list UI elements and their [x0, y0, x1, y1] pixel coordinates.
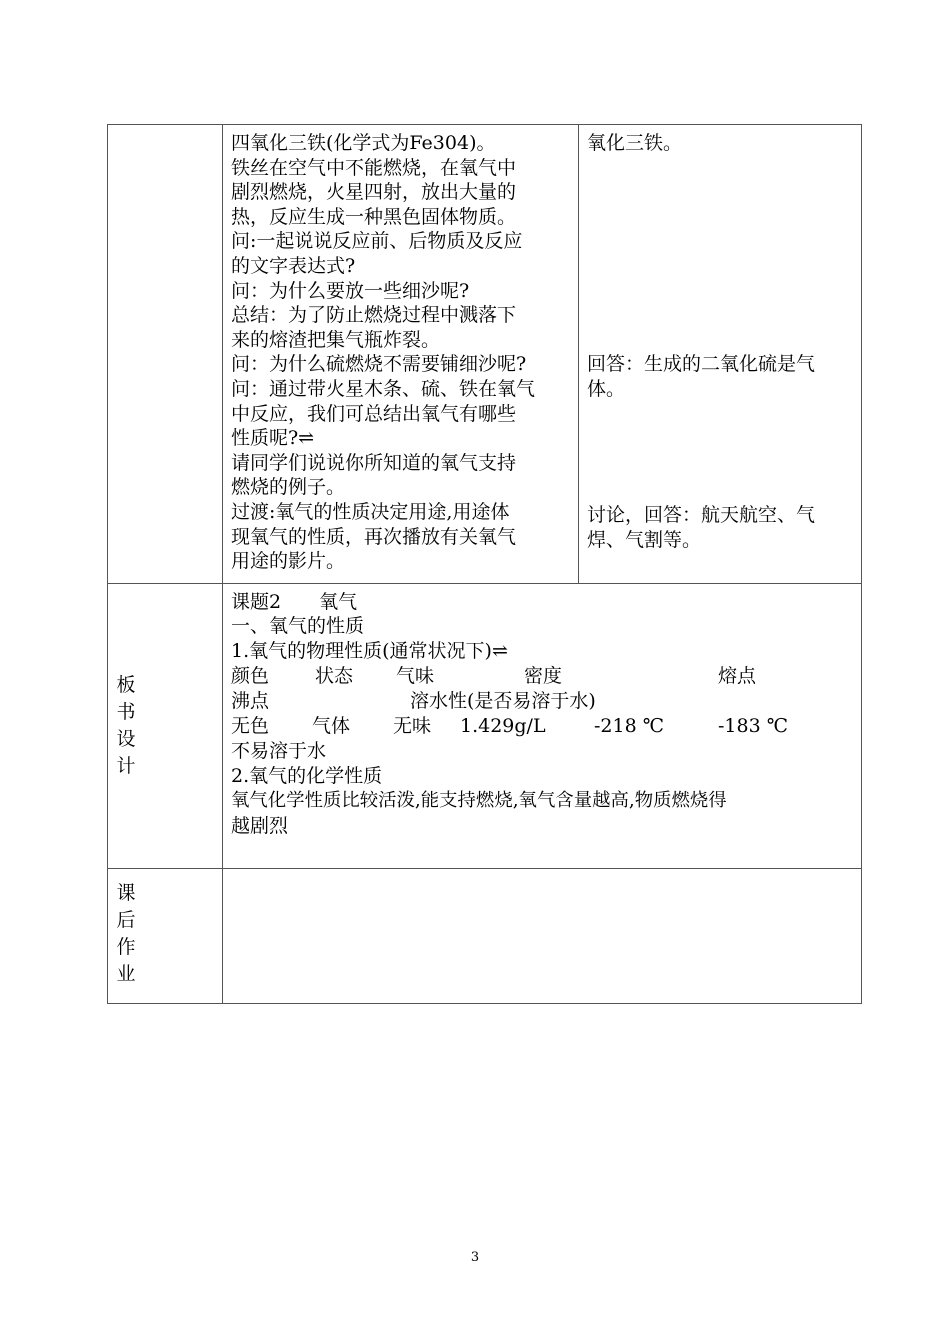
board-design-label [114, 672, 138, 780]
header-boiling: 沸点 [231, 690, 270, 712]
value-boiling: -183 ℃ [718, 715, 788, 737]
text-line: 中反应，我们可总结出氧气有哪些 [231, 402, 517, 425]
text-line: 用途的影片。 [231, 550, 346, 573]
label-char: 后 [116, 909, 136, 931]
header-color: 颜色 [231, 665, 270, 687]
text-line: 现氧气的性质，再次播放有关氧气 [231, 525, 517, 548]
label-char: 作 [116, 936, 136, 958]
label-char: 计 [116, 755, 136, 777]
label-char: 业 [116, 963, 136, 985]
table-divider [107, 868, 862, 869]
text-line: 焊、气割等。 [587, 528, 702, 551]
label-char: 设 [116, 728, 136, 750]
table-divider [578, 124, 579, 583]
chemical-heading: 2.氧气的化学性质 [231, 765, 383, 787]
student-answer-1 [587, 131, 682, 156]
header-smell: 气味 [396, 665, 435, 687]
table-divider [107, 583, 862, 584]
text-line: 来的熔渣把集气瓶炸裂。 [231, 328, 441, 351]
text-line: 体。 [587, 377, 626, 400]
text-line: 铁丝在空气中不能燃烧，在氧气中 [231, 156, 517, 179]
label-char: 书 [116, 701, 136, 723]
value-melting: -218 ℃ [594, 715, 664, 737]
text-line: 剧烈燃烧，火星四射，放出大量的 [231, 181, 517, 204]
text-line: 的文字表达式? [231, 254, 356, 277]
header-density: 密度 [524, 665, 563, 687]
student-answer-3 [587, 503, 815, 552]
text-line: 性质呢?⇌ [231, 427, 315, 450]
text-line: 问：为什么要放一些细沙呢? [231, 279, 470, 302]
text-line: 四氧化三铁(化学式为Fe304)。 [231, 132, 496, 154]
text-line: 热，反应生成一种黑色固体物质。 [231, 205, 517, 228]
value-color: 无色 [231, 715, 270, 737]
text-line: 问:一起说说反应前、后物质及反应 [231, 230, 523, 253]
value-state: 气体 [312, 715, 351, 737]
label-char: 板 [116, 674, 136, 696]
text-line: 问：为什么硫燃烧不需要铺细沙呢? [231, 353, 527, 376]
teaching-process-text [231, 131, 535, 574]
header-solubility: 溶水性(是否易溶于水) [410, 690, 596, 712]
text-line: 过渡:氧气的性质决定用途,用途体 [231, 500, 510, 523]
chemical-text-line: 越剧烈 [231, 815, 289, 837]
text-line: 氧化三铁。 [587, 132, 683, 154]
header-melting: 熔点 [718, 665, 757, 687]
board-title: 课题2 氧气 [231, 591, 358, 613]
text-line: 请同学们说说你所知道的氧气支持 [231, 451, 517, 474]
physical-heading: 1.氧气的物理性质(通常状况下)⇌ [231, 640, 508, 662]
text-line: 回答：生成的二氧化硫是气 [587, 353, 816, 375]
text-line: 燃烧的例子。 [231, 476, 346, 499]
homework-label [114, 880, 138, 988]
header-state: 状态 [315, 665, 354, 687]
chemical-text-line: 氧气化学性质比较活泼,能支持燃烧,氧气含量越高,物质燃烧得 [231, 790, 727, 811]
page-number: 3 [470, 1250, 480, 1265]
text-line: 问：通过带火星木条、硫、铁在氧气 [231, 377, 536, 400]
value-density: 1.429g/L [460, 715, 546, 737]
value-smell: 无味 [393, 715, 432, 737]
label-char: 课 [116, 882, 136, 904]
text-line: 总结：为了防止燃烧过程中溅落下 [231, 304, 517, 327]
student-answer-2 [587, 352, 815, 401]
value-solubility: 不易溶于水 [231, 740, 327, 762]
table-divider [222, 124, 223, 1004]
board-section-1: 一、氧气的性质 [231, 615, 365, 637]
text-line: 讨论，回答：航天航空、气 [587, 504, 816, 526]
